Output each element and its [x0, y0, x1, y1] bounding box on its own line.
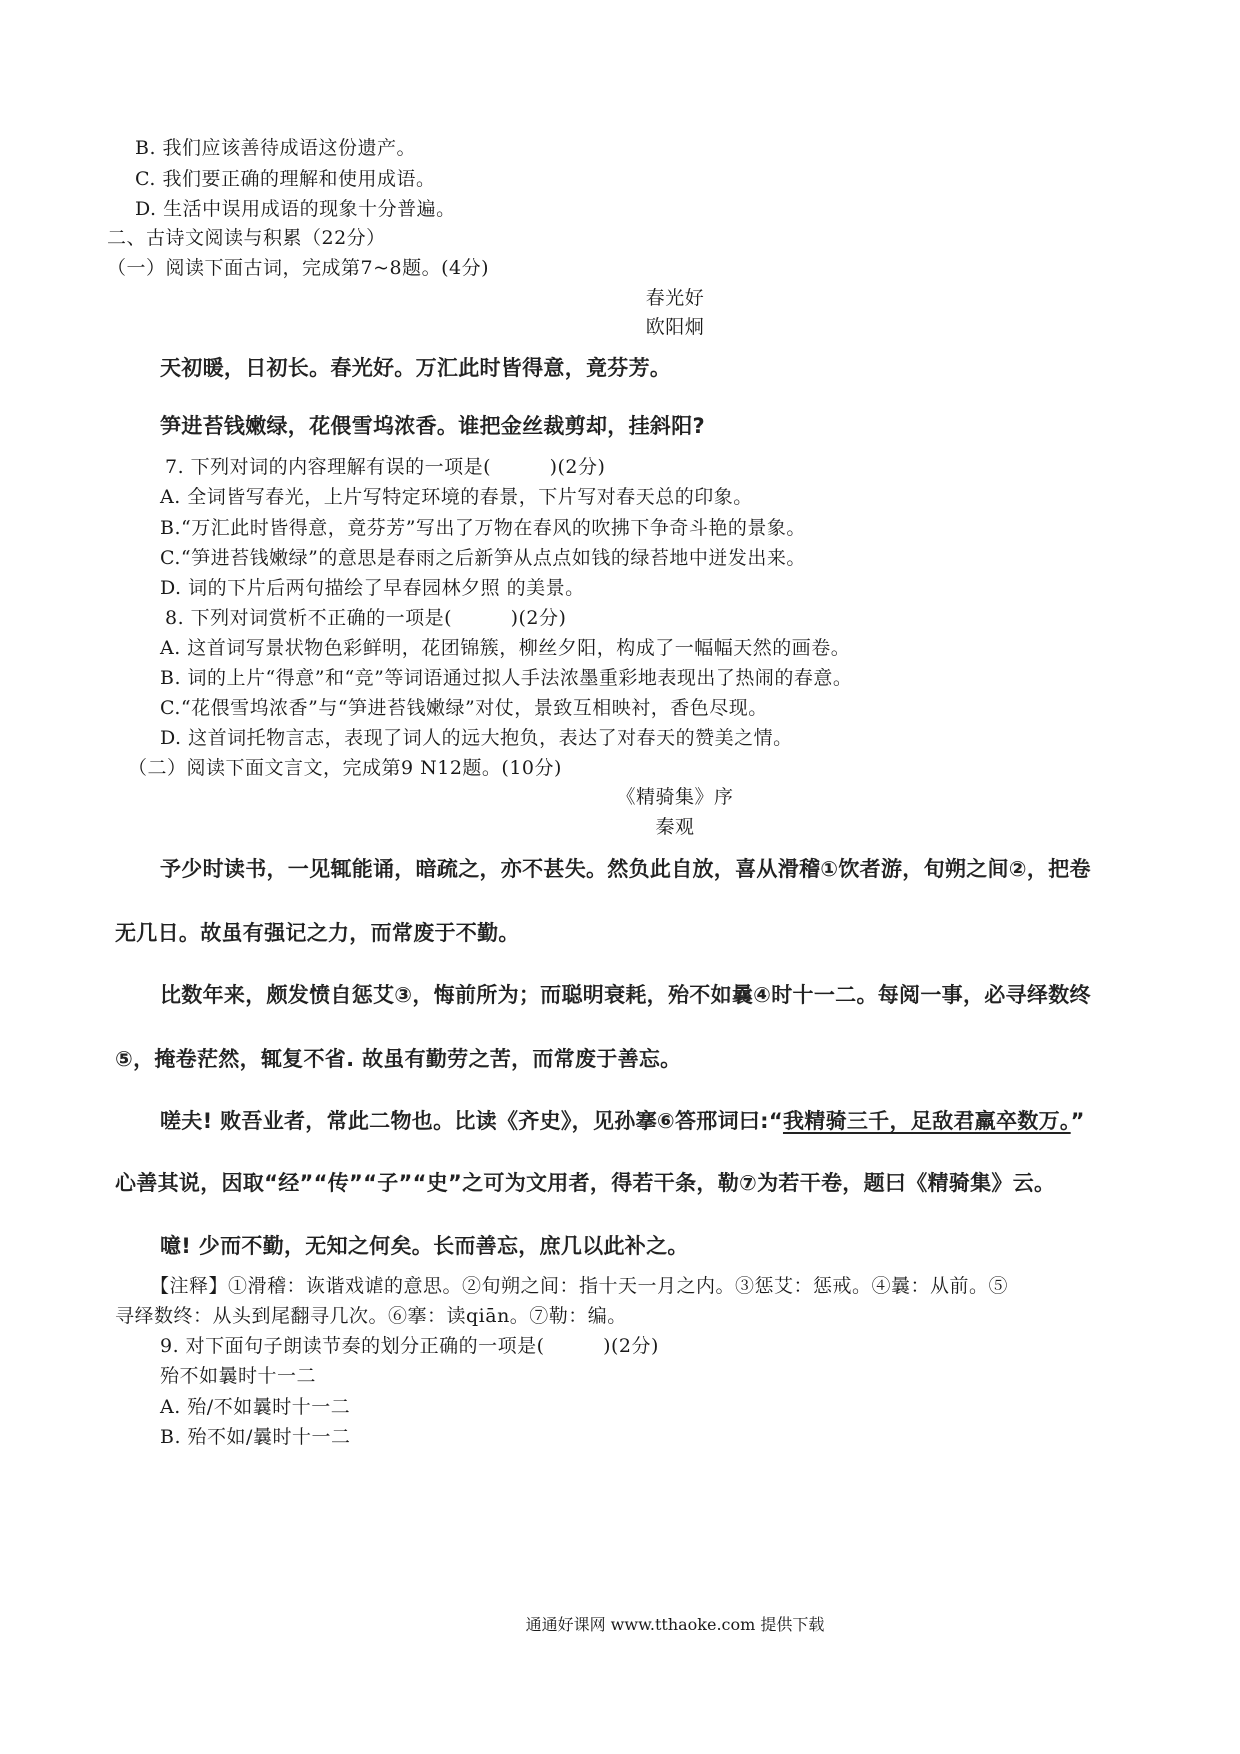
notes-line: 【注释】①滑稽：诙谐戏谑的意思。②旬朔之间：指十天一月之内。③惩艾：惩戒。④曩：从前。⑤ [150, 1275, 1009, 1297]
q8-option: A. 这首词写景状物色彩鲜明，花团锦簇，柳丝夕阳，构成了一幅幅天然的画卷。 [160, 637, 851, 659]
poem-line: 笋进苔钱嫩绿，花偎雪坞浓香。谁把金丝裁剪却，挂斜阳? [160, 414, 705, 438]
q9-option: B. 殆不如/曩时十一二 [160, 1426, 351, 1448]
q7-option: D. 词的下片后两句描绘了早春园林夕照 的美景。 [160, 577, 585, 599]
q8-option: D. 这首词托物言志，表现了词人的远大抱负，表达了对春天的赞美之情。 [160, 727, 793, 749]
poem-title: 春光好 [645, 287, 705, 309]
page-footer: 通通好课网 www.tthaoke.com 提供下载 [525, 1615, 825, 1634]
poem-line: 天初暖，日初长。春光好。万汇此时皆得意，竟芬芳。 [160, 356, 672, 380]
prose-paragraph-3-cont: 心善其说，因取“经”“传”“子”“史”之可为文用者，得若干条，勒⑦为若干卷，题曰《精骑集》云。 [115, 1171, 1056, 1195]
prose-paragraph-3 [160, 1111, 1085, 1132]
q8-option: C.“花偎雪坞浓香”与“笋进苔钱嫩绿”对仗，景致互相映衬，香色尽现。 [160, 697, 768, 719]
prose-paragraph-4: 噫! 少而不勤，无知之何矣。长而善忘，庶几以此补之。 [160, 1234, 689, 1258]
prose-author: 秦观 [655, 816, 695, 838]
part1-intro: （一）阅读下面古词，完成第7~8题。(4分) [107, 257, 490, 279]
prose-paragraph-2-cont: ⑤，掩卷茫然，辄复不省. 故虽有勤劳之苦，而常废于善忘。 [115, 1047, 682, 1071]
closing-quote: ” [1070, 1109, 1085, 1133]
prose-paragraph-3-text: 嗟夫! 败吾业者，常此二物也。比读《齐史》，见孙搴⑥答邢词曰:“ [160, 1109, 783, 1133]
section-heading: 二、古诗文阅读与积累（22分） [107, 227, 386, 249]
prose-paragraph-2: 比数年来，颇发愤自惩艾③，悔前所为；而聪明衰耗，殆不如曩④时十一二。每阅一事，必寻绎数终 [160, 983, 1091, 1007]
q9-sentence: 殆不如曩时十一二 [160, 1365, 317, 1387]
underlined-sentence: 我精骑三千，足敌君羸卒数万。 [782, 1109, 1071, 1133]
q9-stem: 9. 对下面句子朗读节奏的划分正确的一项是( )(2分) [160, 1335, 659, 1357]
q8-option: B. 词的上片“得意”和“竞”等词语通过拟人手法浓墨重彩地表现出了热闹的春意。 [160, 667, 853, 689]
q6-option-b: B. 我们应该善待成语这份遗产。 [135, 137, 417, 159]
q7-option: A. 全词皆写春光，上片写特定环境的春景，下片写对春天总的印象。 [160, 486, 753, 508]
prose-title: 《精骑集》序 [616, 786, 734, 808]
notes-line: 寻绎数终：从头到尾翻寻几次。⑥搴：读qiān。⑦勒：编。 [115, 1305, 627, 1327]
q8-stem: 8. 下列对词赏析不正确的一项是( )(2分) [165, 607, 567, 629]
q7-option: C.“笋进苔钱嫩绿”的意思是春雨之后新笋从点点如钱的绿苔地中迸发出来。 [160, 547, 806, 569]
q6-option-d: D. 生活中误用成语的现象十分普遍。 [135, 198, 456, 220]
prose-paragraph-1-cont: 无几日。故虽有强记之力，而常废于不勤。 [115, 921, 520, 945]
q6-option-c: C. 我们要正确的理解和使用成语。 [135, 168, 436, 190]
prose-paragraph-1: 予少时读书，一见辄能诵，暗疏之，亦不甚失。然负此自放，喜从滑稽①饮者游，旬朔之间②，把卷 [160, 857, 1091, 881]
part2-intro: （二）阅读下面文言文，完成第9 N12题。(10分) [128, 757, 562, 779]
q7-stem: 7. 下列对词的内容理解有误的一项是( )(2分) [165, 456, 606, 478]
poem-author: 欧阳炯 [645, 316, 705, 338]
q9-option: A. 殆/不如曩时十一二 [160, 1396, 351, 1418]
q7-option: B.“万汇此时皆得意，竟芬芳”写出了万物在春风的吹拂下争奇斗艳的景象。 [160, 517, 806, 539]
